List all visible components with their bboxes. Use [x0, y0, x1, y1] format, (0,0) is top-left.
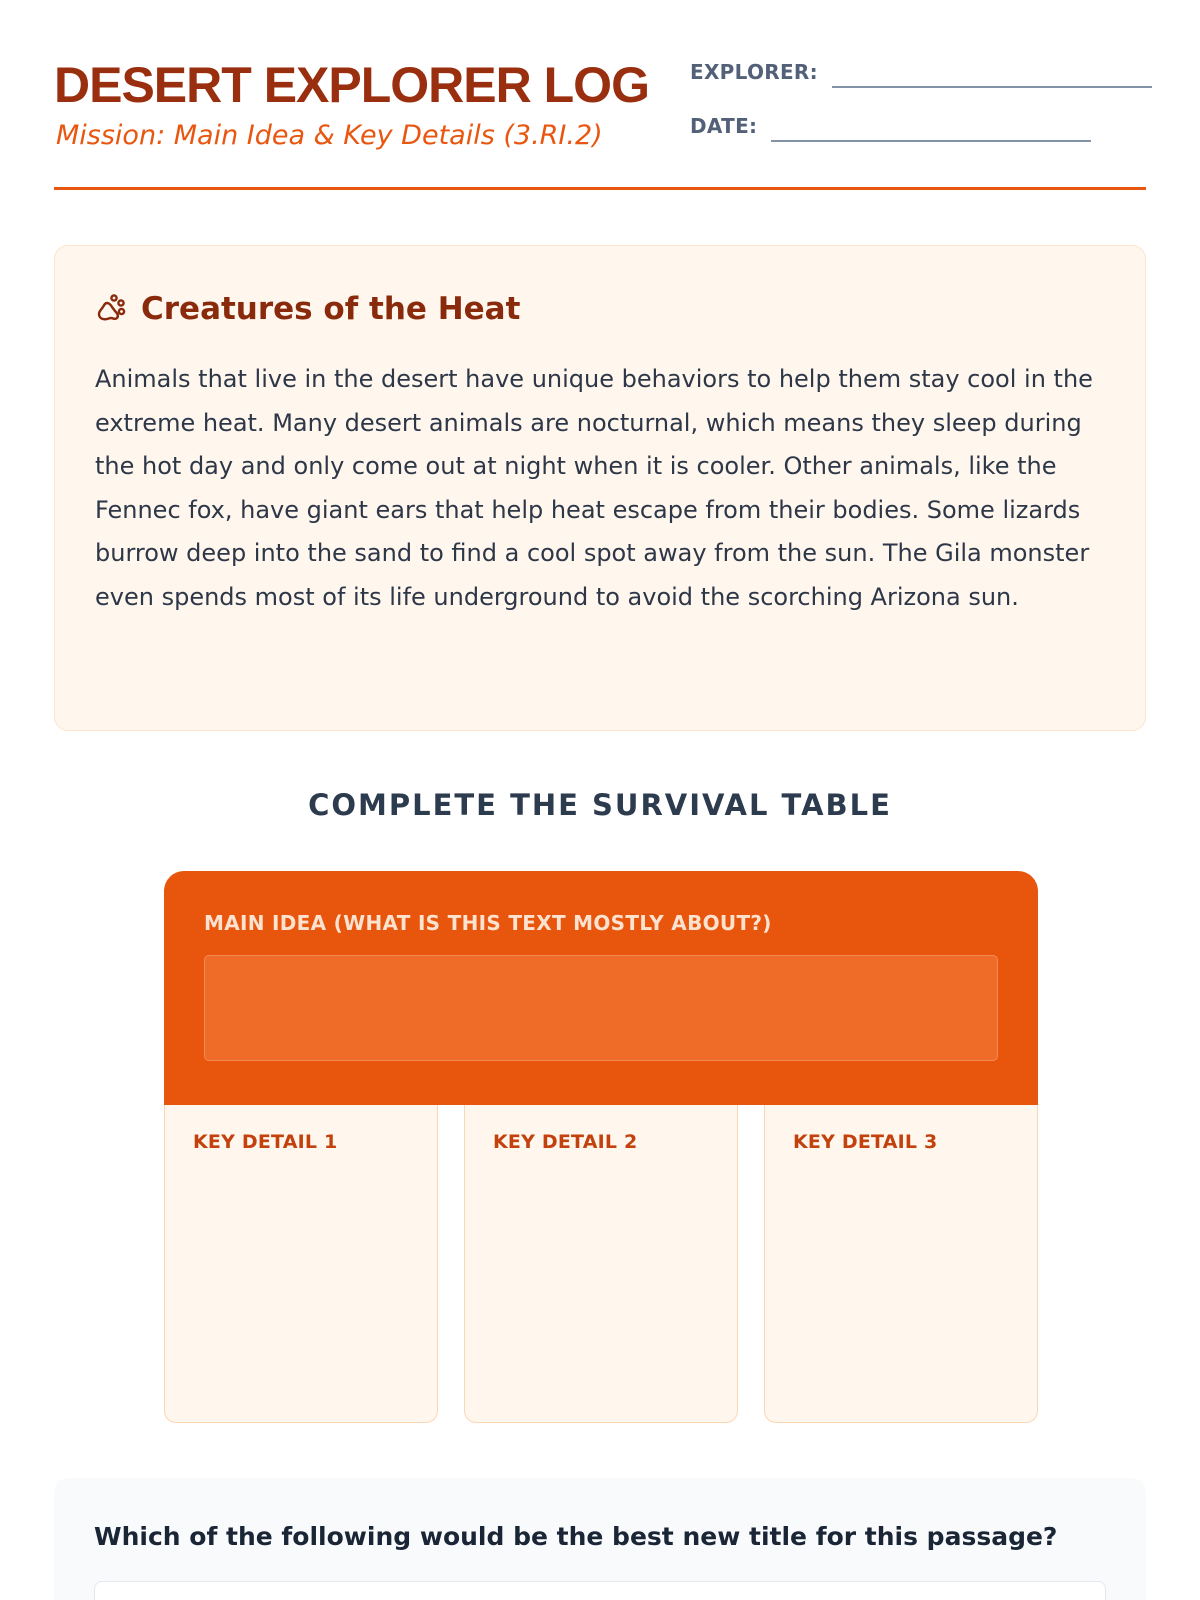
explorer-label: EXPLORER: [690, 60, 818, 84]
date-label: DATE: [690, 114, 758, 138]
main-idea-answer-box[interactable] [204, 955, 998, 1061]
passage-card [54, 245, 1146, 731]
passage-title: Creatures of the Heat [141, 291, 521, 327]
key-details-row [164, 1105, 1038, 1423]
page-title: DESERT EXPLORER LOG [54, 57, 649, 113]
survival-table-heading: COMPLETE THE SURVIVAL TABLE [308, 788, 892, 822]
date-input-line[interactable] [771, 140, 1091, 142]
key-detail-2-box[interactable] [464, 1105, 738, 1423]
date-field [690, 114, 1091, 138]
question-card [54, 1478, 1146, 1600]
key-detail-3-box[interactable] [764, 1105, 1038, 1423]
key-detail-3-label: KEY DETAIL 3 [793, 1131, 938, 1153]
key-detail-2-label: KEY DETAIL 2 [493, 1131, 638, 1153]
header [54, 52, 1146, 190]
page-subtitle: Mission: Main Idea & Key Details (3.RI.2) [56, 120, 603, 151]
explorer-field [690, 60, 1152, 84]
passage-header [95, 286, 1105, 332]
explorer-input-line[interactable] [832, 86, 1152, 88]
key-detail-1-box[interactable] [164, 1105, 438, 1423]
main-idea-label: MAIN IDEA (WHAT IS THIS TEXT MOSTLY ABOUT?) [204, 911, 772, 935]
paw-icon [95, 293, 127, 325]
question-answer-box[interactable] [94, 1581, 1106, 1600]
key-detail-1-label: KEY DETAIL 1 [193, 1131, 338, 1153]
passage-text: Animals that live in the desert have unique behaviors to help them stay cool in the extreme heat. Many desert animals are nocturnal, which means they sleep during the hot day and only come out at night when it is cooler. Other animals, like the Fennec fox, have giant ears that help heat escape from their bodies. Some lizards burrow deep into the sand to find a cool spot away from the sun. The Gila monster even spends most of its life underground to avoid the scorching Arizona sun. [95, 365, 1093, 611]
main-idea-panel [164, 871, 1038, 1105]
question-text: Which of the following would be the best new title for this passage? [94, 1522, 1058, 1551]
